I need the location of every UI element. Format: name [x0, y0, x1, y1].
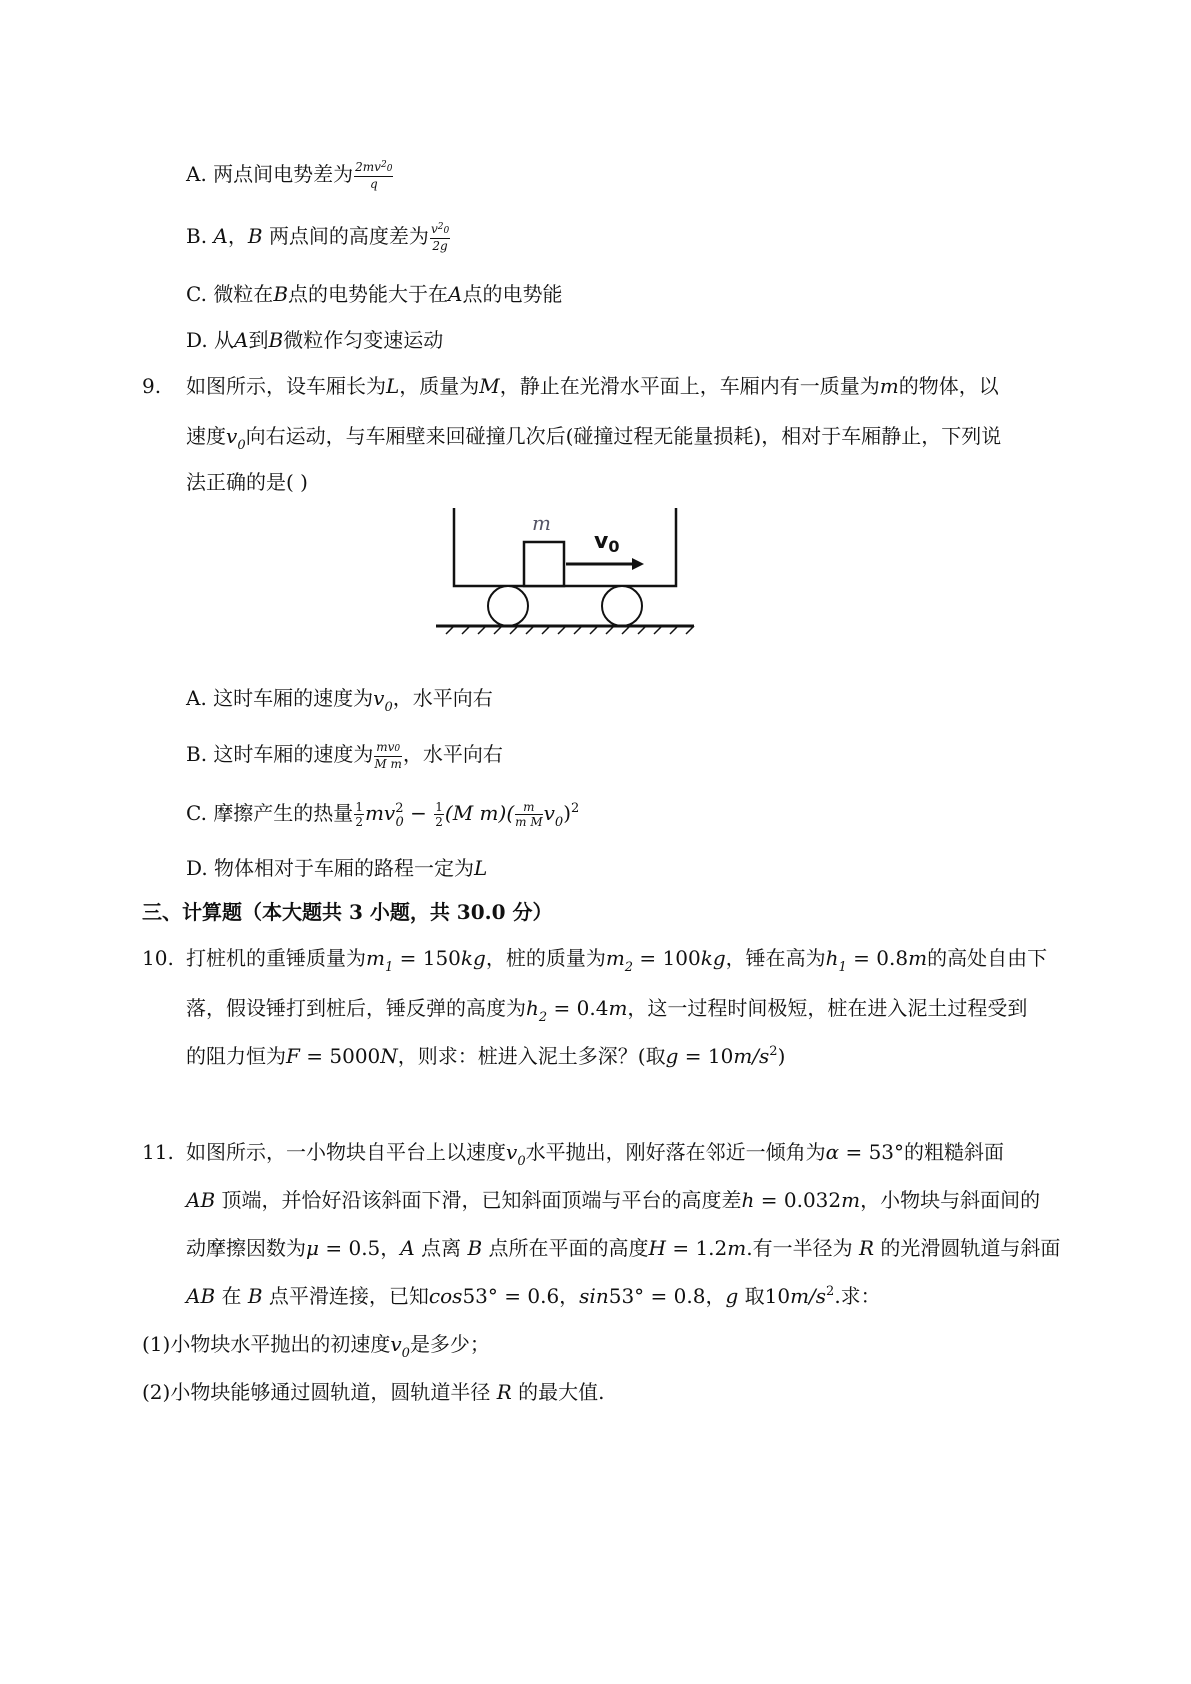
q11-line-3: 动摩擦因数为μ = 0.5，A 点离 B 点所在平面的高度H = 1.2m.有一半径为 R 的光滑圆轨道与斜面 — [186, 1236, 1061, 1260]
figure-label-v: v0 — [594, 529, 620, 556]
q8-option-b: B. A，B 两点间的高度差为 $\frac{v^20}{2g}$ — [186, 222, 450, 253]
fraction-half: $\frac{1}{2}$ — [435, 800, 443, 829]
option-letter: B. — [186, 224, 208, 248]
q9-option-b: B. 这时车厢的速度为 $\frac{mv0}{\text{M m}}$ ，水平向右 — [186, 740, 503, 771]
q9-line-2: 速度$v_0$向右运动，与车厢壁来回碰撞几次后(碰撞过程无能量损耗)，相对于车厢静止，下列说 — [186, 424, 1002, 453]
q10-line-2: 落，假设锤打到桩后，锤反弹的高度为$h_2 = 0.4m$，这一过程时间极短，桩在进入泥土过程受到 — [186, 996, 1028, 1025]
section-title: 三、计算题（本大题共 3 小题，共 30.0 分） — [142, 900, 553, 924]
q11-line-4: AB 在 B 点平滑连接，已知cos53° = 0.6，sin53° = 0.8，g 取$10m/s^2$.求： — [186, 1284, 881, 1308]
q11-subquestion-2: (2)小物块能够通过圆轨道，圆轨道半径 R 的最大值. — [142, 1380, 605, 1404]
q8-option-c: C. 微粒在B点的电势能大于在A点的电势能 — [186, 282, 563, 306]
wheel-right — [602, 586, 642, 626]
fraction: $\frac{v^20}{2g}$ — [430, 222, 450, 253]
fraction: $\frac{2mv^20}{q}$ — [355, 160, 393, 191]
question-number: 9. — [142, 374, 162, 398]
wheel-left — [488, 586, 528, 626]
q8-option-a — [186, 160, 394, 191]
q10-line-3: 的阻力恒为F = 5000N，则求：桩进入泥土多深？(取$g = 10m/s^2$) — [186, 1044, 786, 1068]
q9-option-a: A. 这时车厢的速度为$v_0$，水平向右 — [186, 686, 493, 715]
q11-subquestion-1: (1)小物块水平抛出的初速度$v_0$是多少； — [142, 1332, 490, 1361]
fraction: $\frac{m}{\text{m M}}$ — [515, 800, 543, 829]
q9-option-d: D. 物体相对于车厢的路程一定为L — [186, 856, 488, 880]
question-number: 11. — [142, 1140, 174, 1164]
q11-line-1: 11. 如图所示，一小物块自平台上以速度$v_0$水平抛出，刚好落在邻近一倾角为α = 53°的粗糙斜面 — [142, 1140, 1005, 1169]
fraction: $\frac{mv0}{\text{M m}}$ — [374, 740, 402, 771]
q11-line-2: AB 顶端，并恰好沿该斜面下滑，已知斜面顶端与平台的高度差h = 0.032m，小物块与斜面间的 — [186, 1188, 1041, 1212]
fraction-half: $\frac{1}{2}$ — [355, 800, 363, 829]
q9-line-1: 9. 如图所示，设车厢长为L，质量为M，静止在光滑水平面上，车厢内有一质量为m的物体，以 — [142, 374, 999, 398]
question-number: 10. — [142, 946, 174, 970]
q9-line-3: 法正确的是( ) — [186, 470, 308, 494]
q8-option-d: D. 从A到B微粒作匀变速运动 — [186, 328, 444, 352]
option-letter: A. — [186, 162, 207, 186]
option-text: 两点间电势差为 — [213, 162, 354, 186]
figure-label-m: m — [532, 511, 551, 535]
q10-line-1: 10. 打桩机的重锤质量为$m_1 = 150kg$，桩的质量为$m_2 = 100kg$，锤在高为$h_1 = 0.8m$的高处自由下 — [142, 946, 1048, 975]
block — [524, 542, 564, 586]
arrow-head — [632, 558, 644, 570]
q9-option-c: C. 摩擦产生的热量 $\frac{1}{2}$ $mv^2_0$ − $\frac{1}{2}$ (M m)( $\frac{m}{\text{m M}}$ $v_0)^2$ — [186, 800, 580, 830]
carriage-figure — [432, 506, 698, 636]
